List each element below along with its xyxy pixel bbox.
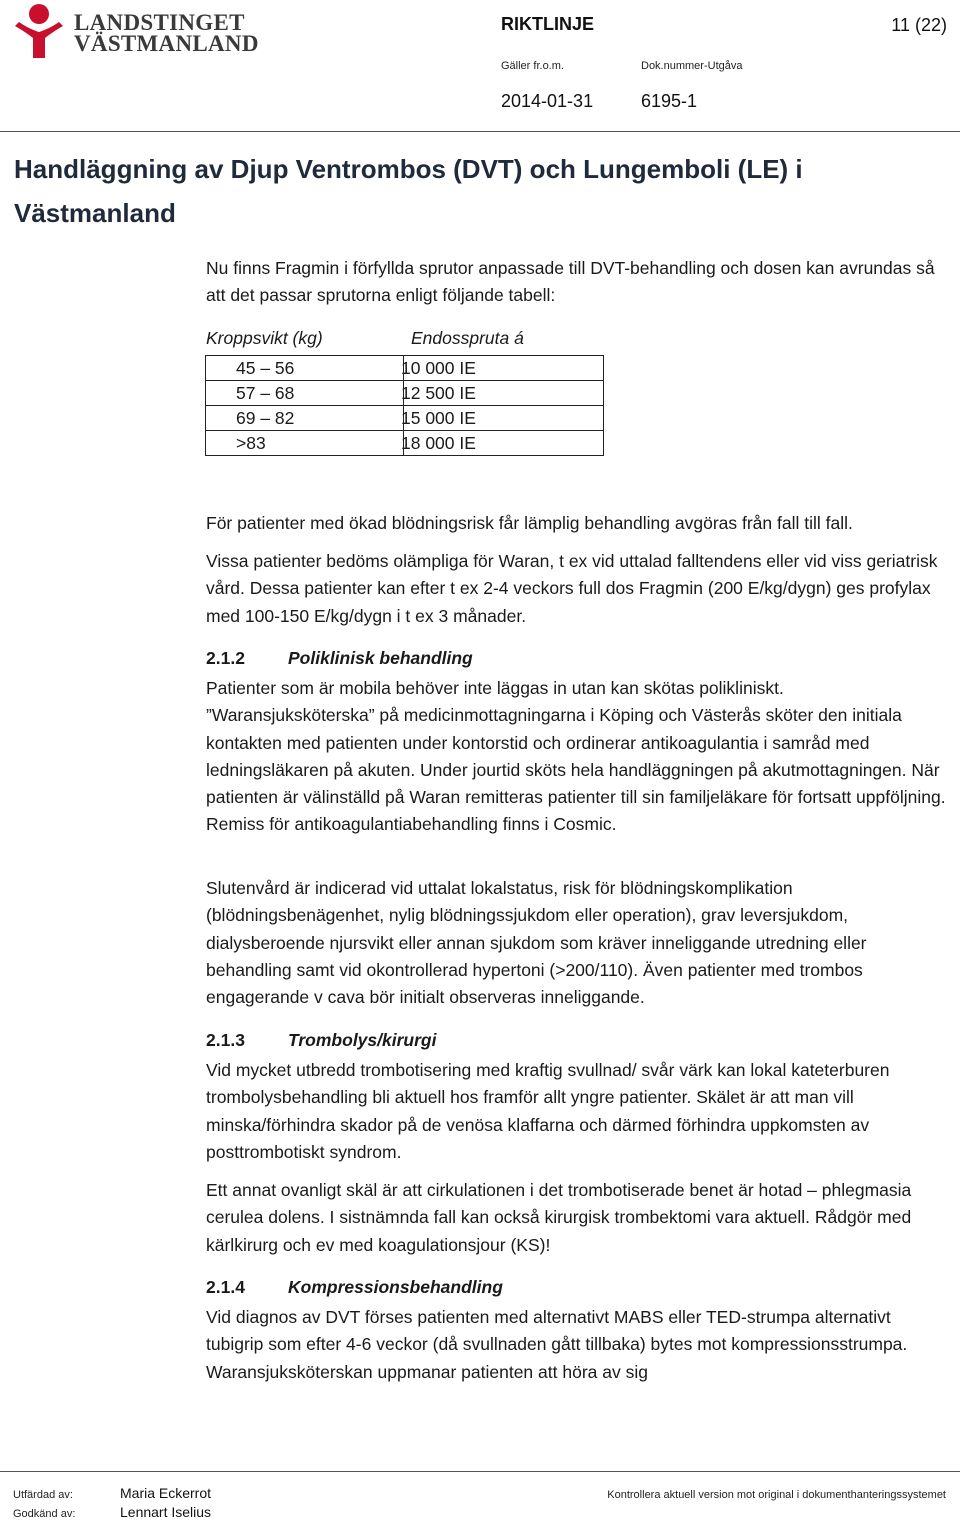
valid-from-label: Gäller fr.o.m. — [501, 60, 564, 72]
table-cell-weight: 57 – 68 — [206, 381, 404, 406]
table-cell-dose — [401, 431, 604, 456]
page-title: Handläggning av Djup Ventrombos (DVT) och Lungemboli (LE) i Västmanland — [14, 154, 803, 228]
paragraph-inpatient: Slutenvård är indicerad vid uttalat lokalstatus, risk för blödningskomplikation (blödningsbenägenhet, nylig blödningssjukdom eller operation), grav leversjukdom, dialysberoende njursvikt eller annan sjukdom som kräver inneliggande utredning eller behandling samt vid okontrollerad hypertoni (>200/110). Även patienter med trombos engagerande v cava bör initialt observeras inneliggande. — [206, 878, 867, 1008]
dose-value: 12 500 IE — [401, 383, 476, 403]
section-number: 2.1.2 — [206, 648, 245, 668]
dose-table — [205, 355, 604, 456]
section-heading-2-1-3 — [206, 1030, 436, 1051]
paragraph-phlegmasia: Ett annat ovanligt skäl är att cirkulationen i det trombotiserade benet är hotad – phlegmasia cerulea dolens. I sistnämnda fall kan också kirurgisk trombektomi vara aktuell. Rådgör med kärlkirurg och ev med koagulationsjour (KS)! — [206, 1180, 912, 1255]
valid-from-date: 2014-01-31 — [501, 91, 594, 111]
table-row — [206, 406, 604, 431]
dose-value: 18 000 IE — [401, 433, 476, 453]
logo-wordmark — [74, 12, 259, 54]
footer-divider — [0, 1471, 960, 1472]
table-cell-weight: 45 – 56 — [206, 356, 404, 381]
version-control-note: Kontrollera aktuell version mot original i dokumenthanteringssystemet — [607, 1489, 946, 1501]
paragraph-compression: Vid diagnos av DVT förses patienten med alternativt MABS eller TED-strumpa alternativt tubigrip som efter 4-6 veckor (då svullnaden gått tillbaka) bytes mot kompressionsstrumpa. Waransjuksköterskan uppmanar patienten att höra av sig — [206, 1307, 908, 1382]
section-title: Trombolys/kirurgi — [288, 1030, 437, 1050]
paragraph-outpatient: Patienter som är mobila behöver inte läggas in utan kan skötas polikliniskt. ”Waransjuksköterska” på medicinmottagningarna i Köping och Västerås sköter den initiala kontakten med patienten under kontorstid och ordinerar antikoagulantia i samråd med ledningsläkaren på akuten. Under jourtid sköts hela handläggningen på akutmottagningen. När patienten är välinställd på Waran remitteras patienter till sin familjeläkare för fortsatt uppföljning. Remiss för antikoagulantiabehandling finns i Cosmic. — [206, 678, 946, 835]
table-cell-dose — [401, 381, 604, 406]
dose-value: 10 000 IE — [401, 358, 476, 378]
table-header-dose: Endosspruta á — [411, 328, 524, 348]
logo-line1: LANDSTINGET — [74, 10, 245, 35]
section-heading-2-1-4 — [206, 1277, 503, 1298]
document-type: RIKTLINJE — [501, 14, 595, 34]
table-header-weight: Kroppsvikt (kg) — [206, 328, 323, 348]
logo-emblem-icon — [12, 2, 72, 60]
paragraph-thrombolysis: Vid mycket utbredd trombotisering med kraftig svullnad/ svår värk kan lokal kateterburen trombolysbehandling bli aktuell hos framför allt yngre patienter. Skälet är att man vill minska/förhindra skador på de venösa klaffarna och därmed förhindra uppkomsten av posttrombotiskt syndrom. — [206, 1060, 890, 1162]
table-cell-weight: >83 — [206, 431, 404, 456]
paragraph-bleeding-risk: För patienter med ökad blödningsrisk får lämplig behandling avgöras från fall till fall. — [206, 513, 853, 533]
doc-number-label: Dok.nummer-Utgåva — [641, 60, 743, 72]
organization-logo — [12, 2, 259, 60]
section-title: Poliklinisk behandling — [288, 648, 473, 668]
issued-by-name: Maria Eckerrot — [120, 1485, 212, 1501]
doc-number: 6195-1 — [641, 91, 698, 111]
table-cell-dose — [401, 356, 604, 381]
logo-line2: VÄSTMANLAND — [74, 31, 259, 56]
section-heading-2-1-2 — [206, 648, 473, 669]
table-cell-weight: 69 – 82 — [206, 406, 404, 431]
dose-value: 15 000 IE — [401, 408, 476, 428]
section-number: 2.1.4 — [206, 1277, 245, 1297]
header-divider — [0, 131, 960, 132]
page-number: 11 (22) — [891, 15, 947, 35]
section-number: 2.1.3 — [206, 1030, 245, 1050]
section-title: Kompressionsbehandling — [288, 1277, 503, 1297]
table-cell-dose — [401, 406, 604, 431]
approved-by-name: Lennart Iselius — [120, 1504, 212, 1520]
table-row — [206, 431, 604, 456]
paragraph-waran-unsuitable: Vissa patienter bedöms olämpliga för Waran, t ex vid uttalad falltendens eller vid viss geriatrisk vård. Dessa patienter kan efter t ex 2-4 veckors full dos Fragmin (200 E/kg/dygn) ges profylax med 100-150 E/kg/dygn i t ex 3 månader. — [206, 551, 938, 626]
issued-by-label: Utfärdad av: — [13, 1489, 73, 1501]
approved-by-label: Godkänd av: — [13, 1508, 76, 1520]
paragraph-fragmin-intro: Nu finns Fragmin i förfyllda sprutor anpassade till DVT-behandling och dosen kan avrundas så att det passar sprutorna enligt följande tabell: — [206, 258, 935, 306]
table-row — [206, 381, 604, 406]
table-row — [206, 356, 604, 381]
